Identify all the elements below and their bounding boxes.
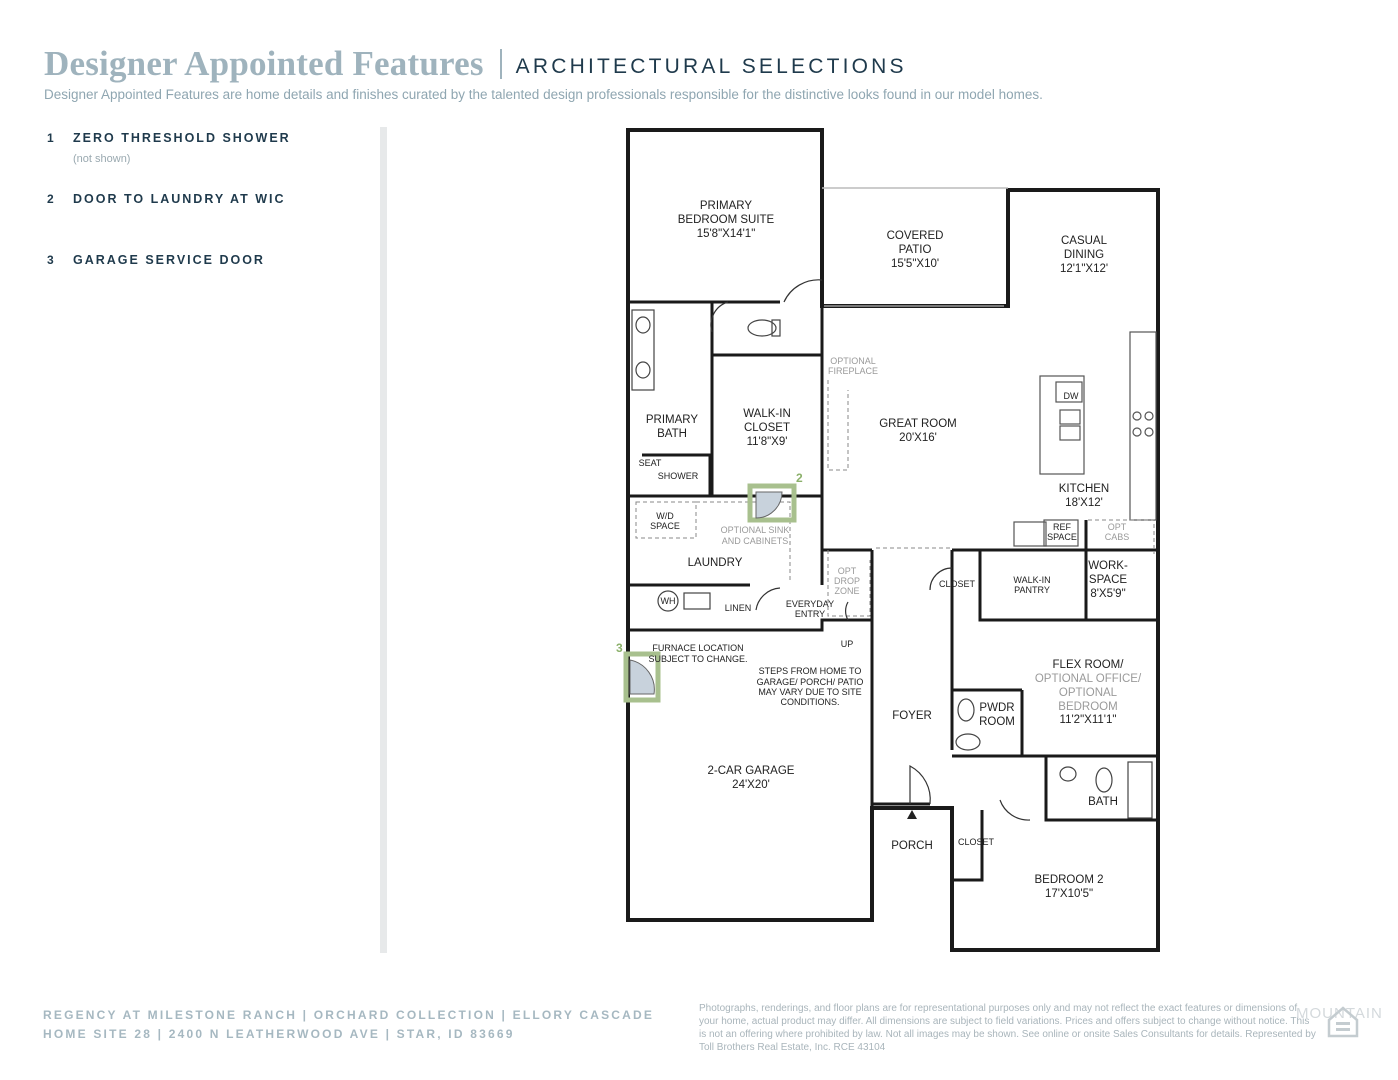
label-opt-drop-zone: DROP	[833, 576, 861, 586]
feature-label: DOOR TO LAUNDRY AT WIC	[73, 192, 286, 206]
title-main: Designer Appointed Features	[44, 44, 484, 83]
feature-number: 1	[47, 131, 54, 145]
label-steps: CONDITIONS.	[780, 697, 840, 707]
room-great-room: GREAT ROOM	[879, 418, 957, 430]
room-covered-patio: PATIO	[898, 244, 932, 256]
feature-item	[47, 131, 367, 192]
room-primary-bath: BATH	[657, 428, 687, 440]
label-furnace: FURNACE LOCATION	[652, 643, 744, 653]
room-covered-patio-dim: 15'5"X10'	[890, 258, 940, 270]
room-walk-in-closet: WALK-IN	[743, 408, 791, 420]
room-covered-patio: COVERED	[886, 230, 944, 242]
label-everyday-entry: ENTRY	[794, 609, 826, 619]
label-shower: SHOWER	[657, 471, 699, 481]
label-wh: WH	[660, 596, 676, 606]
room-primary-bath: PRIMARY	[645, 414, 699, 426]
room-garage-dim: 24'X20'	[732, 779, 770, 791]
room-kitchen-dim: 18'X12'	[1065, 497, 1103, 509]
footer-line-2: HOME SITE 28 | 2400 N LEATHERWOOD AVE | STAR, ID 83669	[43, 1027, 515, 1041]
room-flex: FLEX ROOM/	[1052, 659, 1124, 671]
room-walk-in-closet: CLOSET	[743, 422, 791, 434]
feature-label: ZERO THRESHOLD SHOWER	[73, 131, 291, 145]
room-bedroom2: BEDROOM 2	[1034, 874, 1104, 886]
feature-label: GARAGE SERVICE DOOR	[73, 253, 265, 267]
room-casual-dining-dim: 12'1"X12'	[1059, 263, 1109, 275]
label-everyday-entry: EVERYDAY	[785, 599, 835, 609]
footer-disclaimer: Photographs, renderings, and floor plans are for representational purposes only and may not reflect the exact features or dimensions of your home, actual product may differ. All dimensions are subject to field variations. Prices and offers subject to change without notice. This is not an offering where prohibited by law. Not all images may be shown. See online or onsite Sales Consultants for details. Represented by Toll Brothers Real Estate, Inc. RCE 43104	[699, 1003, 1316, 1053]
label-up: UP	[840, 639, 854, 649]
room-walk-in-closet-dim: 11'8"X9'	[746, 436, 788, 448]
room-great-room-dim: 20'X16'	[899, 432, 937, 444]
floor-plan	[600, 120, 1170, 960]
label-opt-drop-zone: ZONE	[834, 586, 860, 596]
label-walk-in-pantry: WALK-IN	[1013, 575, 1051, 585]
label-optional-fireplace: FIREPLACE	[827, 366, 879, 376]
label-furnace: SUBJECT TO CHANGE.	[648, 654, 748, 664]
feature-number: 3	[47, 253, 54, 267]
room-flex: OPTIONAL	[1058, 687, 1118, 699]
room-primary-bedroom-dim: 15'8"X14'1"	[696, 228, 756, 240]
room-primary-bedroom: BEDROOM SUITE	[677, 214, 775, 226]
room-bath: BATH	[1088, 796, 1118, 808]
label-optional-sink: AND CABINETS	[721, 536, 789, 546]
label-opt-cabs: CABS	[1104, 532, 1130, 542]
feature-list	[47, 131, 367, 314]
room-casual-dining: DINING	[1063, 249, 1105, 261]
kitchen-fixtures	[1014, 332, 1156, 546]
room-flex: OPTIONAL OFFICE/	[1034, 673, 1142, 685]
footer-line-1: REGENCY AT MILESTONE RANCH | ORCHARD COLLECTION | ELLORY CASCADE	[43, 1008, 655, 1022]
room-laundry: LAUNDRY	[687, 557, 743, 569]
label-ref-space: REF	[1053, 522, 1071, 532]
room-primary-bedroom: PRIMARY	[699, 200, 753, 212]
watermark-text: MOUNTAIN	[1296, 1005, 1383, 1022]
room-foyer: FOYER	[892, 710, 932, 722]
footer-address	[43, 1006, 654, 1044]
title-divider	[500, 49, 502, 79]
equal-housing-icon	[1325, 1004, 1361, 1040]
room-garage: 2-CAR GARAGE	[707, 765, 795, 777]
marker-2-label: 2	[796, 471, 803, 485]
label-walk-in-pantry: PANTRY	[1014, 585, 1050, 595]
marker-3-door	[630, 660, 654, 694]
room-flex: BEDROOM	[1058, 701, 1118, 713]
room-kitchen: KITCHEN	[1058, 483, 1110, 495]
label-closet: CLOSET	[938, 579, 976, 589]
feature-number: 2	[47, 192, 54, 206]
marker-2-door	[756, 492, 782, 518]
label-optional-sink: OPTIONAL SINK	[720, 525, 790, 535]
feature-item	[47, 253, 367, 314]
label-linen: LINEN	[724, 603, 752, 613]
marker-3-label: 3	[616, 641, 623, 655]
label-seat: SEAT	[638, 458, 662, 468]
label-steps: STEPS FROM HOME TO	[758, 666, 862, 676]
label-wd-space: SPACE	[650, 521, 680, 531]
room-powder: PWDR	[979, 702, 1015, 714]
label-steps: GARAGE/ PORCH/ PATIO	[756, 677, 864, 687]
room-workspace: SPACE	[1088, 574, 1128, 586]
label-opt-cabs: OPT	[1107, 522, 1127, 532]
room-bedroom2-dim: 17'X10'5"	[1044, 888, 1094, 900]
divider-bar	[380, 127, 387, 953]
page-title	[44, 44, 907, 84]
entry-arrow-icon	[907, 810, 917, 819]
feature-note: (not shown)	[73, 153, 131, 165]
room-powder: ROOM	[979, 716, 1015, 728]
feature-item	[47, 192, 367, 253]
label-dw: DW	[1063, 391, 1079, 401]
label-ref-space: SPACE	[1047, 532, 1077, 542]
room-casual-dining: CASUAL	[1060, 235, 1108, 247]
room-flex-dim: 11'2"X11'1"	[1059, 714, 1117, 726]
label-steps: MAY VARY DUE TO SITE	[758, 687, 862, 697]
room-workspace: WORK-	[1088, 560, 1128, 572]
label-optional-fireplace: OPTIONAL	[830, 356, 876, 366]
title-subtitle: ARCHITECTURAL SELECTIONS	[515, 55, 907, 78]
label-opt-drop-zone: OPT	[837, 566, 857, 576]
page-description: Designer Appointed Features are home details and finishes curated by the talented design professionals responsible for the distinctive looks found in our model homes.	[44, 87, 1043, 102]
room-workspace-dim: 8'X5'9"	[1090, 588, 1126, 600]
label-wd-space: W/D	[656, 511, 674, 521]
label-closet-bedroom2: CLOSET	[957, 837, 995, 847]
room-porch: PORCH	[891, 840, 933, 852]
